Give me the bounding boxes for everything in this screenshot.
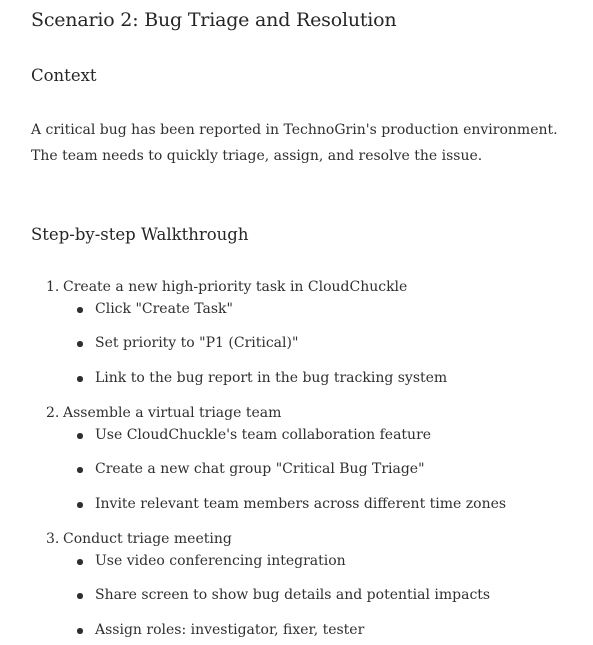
bullet-text: Use video conferencing integration	[95, 553, 346, 569]
bullet-dot-icon	[77, 376, 83, 382]
bullet-dot-icon	[77, 502, 83, 508]
bullet-dot-icon	[77, 593, 83, 599]
bullet-dot-icon	[77, 628, 83, 634]
step-number: 1.	[46, 279, 60, 295]
bullet-text: Set priority to "P1 (Critical)"	[95, 335, 299, 351]
bullet-text: Use CloudChuckle's team collaboration feature	[95, 427, 432, 443]
walkthrough-heading: Step-by-step Walkthrough	[31, 225, 249, 244]
step-text: Assemble a virtual triage team	[63, 405, 282, 421]
bullet-dot-icon	[77, 467, 83, 473]
step-text: Create a new high-priority task in CloudChuckle	[63, 279, 408, 295]
step-number: 2.	[46, 405, 60, 421]
bullet-dot-icon	[77, 559, 83, 565]
bullet-text: Assign roles: investigator, fixer, tester	[95, 622, 365, 638]
bullet-text: Invite relevant team members across different time zones	[95, 496, 507, 512]
step-text: Conduct triage meeting	[63, 531, 232, 547]
context-paragraph: A critical bug has been reported in TechnoGrin's production environment. The team needs to quickly triage, assign, and resolve the issue.	[31, 122, 558, 164]
bullet-text: Link to the bug report in the bug tracking system	[95, 370, 448, 386]
step-number: 3.	[46, 531, 60, 547]
bullet-text: Create a new chat group "Critical Bug Triage"	[95, 461, 425, 477]
bullet-text: Share screen to show bug details and potential impacts	[95, 587, 491, 603]
bullet-text: Click "Create Task"	[95, 301, 233, 317]
page-title: Scenario 2: Bug Triage and Resolution	[31, 9, 397, 31]
bullet-dot-icon	[77, 341, 83, 347]
bullet-dot-icon	[77, 433, 83, 439]
context-heading: Context	[31, 66, 97, 85]
bullet-dot-icon	[77, 307, 83, 313]
